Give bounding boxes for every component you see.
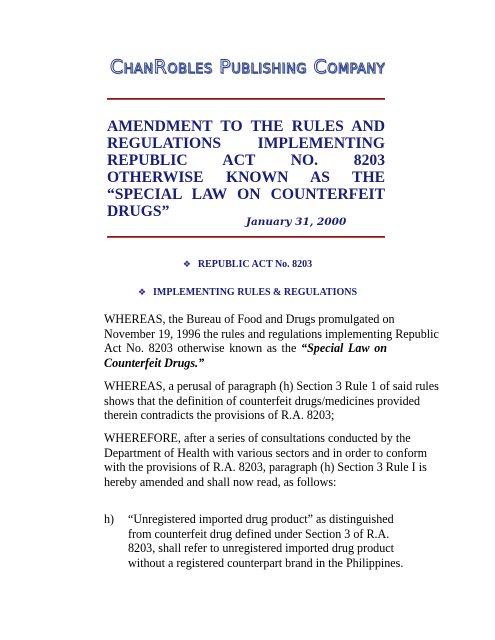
- text-line: hereby amended and shall now read, as follows:: [104, 474, 337, 489]
- title-line: REGULATIONS IMPLEMENTING: [107, 135, 385, 152]
- diamond-bullet-icon: ❖: [137, 287, 147, 298]
- text-line: with the provisions of R.A. 8203, paragraph (h) Section 3 Rule I is: [104, 460, 427, 474]
- paragraph-wherefore: [104, 431, 428, 489]
- title-line: DRUGS”: [107, 203, 170, 220]
- link-label[interactable]: REPUBLIC ACT No. 8203: [197, 259, 313, 270]
- title-line: REPUBLIC ACT NO. 8203: [107, 152, 385, 169]
- text-line: without a registered counterpart brand in the Philippines.: [128, 555, 404, 570]
- text-line: therein contradicts the provisions of R.A. 8203;: [104, 408, 335, 422]
- text-line: 8203, shall refer to unregistered imported drug product: [128, 541, 394, 555]
- title-line: “SPECIAL LAW ON COUNTERFEIT: [107, 186, 385, 203]
- text-line: [104, 341, 387, 356]
- item-marker: h): [104, 512, 115, 526]
- top-divider: [107, 98, 385, 100]
- publisher-name: ChanRobles Publishing Company: [109, 56, 386, 78]
- related-links: [0, 258, 495, 314]
- text-line: “Unregistered imported drug product” as distinguished: [128, 512, 394, 526]
- emphasis-text: “Special Law on: [301, 341, 387, 355]
- text-line: shows that the definition of counterfeit drugs/medicines provided: [104, 393, 421, 408]
- text-line: Department of Health with various sectors and in order to conform: [104, 445, 428, 460]
- text-line: [104, 356, 387, 371]
- title-line: AMENDMENT TO THE RULES AND: [107, 118, 385, 135]
- link-label[interactable]: IMPLEMENTING RULES & REGULATIONS: [153, 287, 358, 298]
- text-line: November 19, 1996 the rules and regulations implementing Republic: [104, 326, 439, 341]
- text-line: from counterfeit drug defined under Section 3 of R.A.: [128, 526, 390, 541]
- text-fragment: Act No. 8203 otherwise known as the: [104, 341, 297, 355]
- text-line: WHEREAS, the Bureau of Food and Drugs promulgated on: [104, 312, 395, 326]
- bottom-divider: [107, 236, 385, 238]
- text-line: WHEREFORE, after a series of consultations conducted by the: [104, 431, 411, 445]
- paragraph-whereas-1: [104, 312, 439, 370]
- paragraph-whereas-2: [104, 379, 439, 423]
- diamond-bullet-icon: ❖: [182, 259, 191, 270]
- title-line: OTHERWISE KNOWN AS THE: [107, 169, 385, 186]
- text-line: WHEREAS, a perusal of paragraph (h) Section 3 Rule 1 of said rules: [104, 379, 439, 393]
- emphasis-text: Counterfeit Drugs.”: [104, 355, 205, 370]
- link-implementing-rules[interactable]: [0, 286, 495, 299]
- item-content: [128, 512, 404, 570]
- document-title: [107, 118, 385, 220]
- link-republic-act[interactable]: [0, 258, 495, 271]
- document-date: January 31, 2000: [246, 216, 347, 228]
